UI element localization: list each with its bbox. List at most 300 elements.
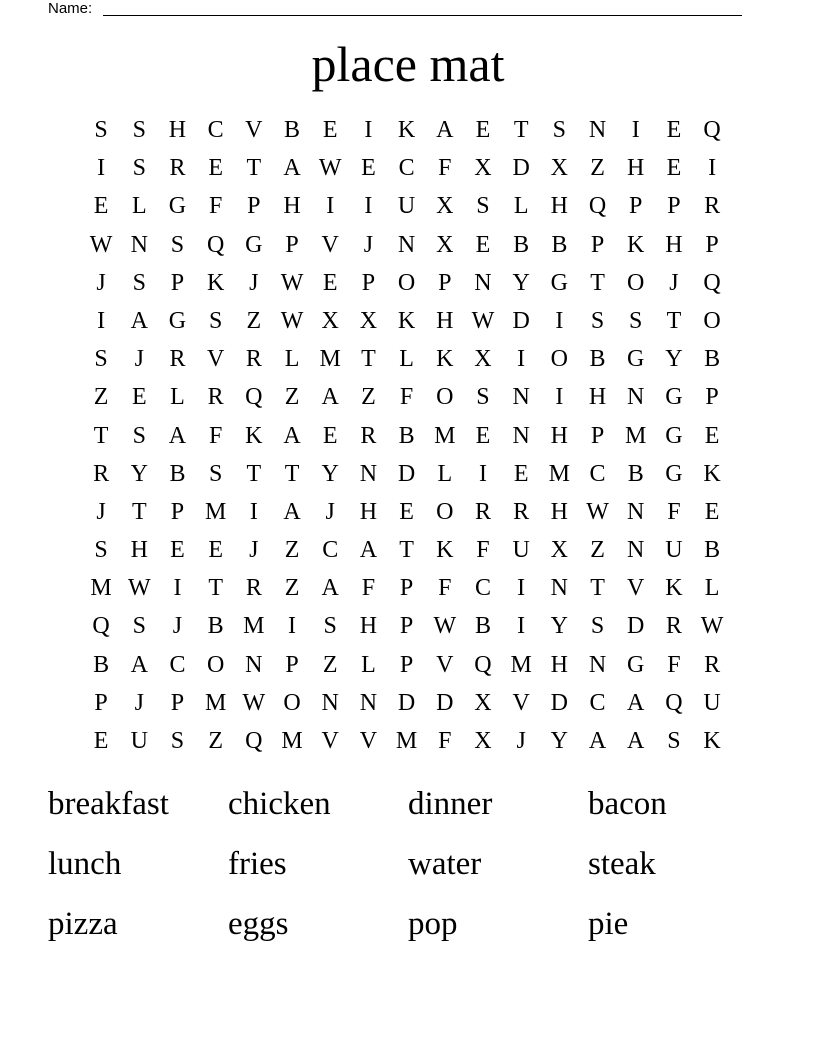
word-item: breakfast — [48, 786, 169, 822]
grid-letter: Q — [703, 269, 721, 296]
grid-letter: O — [436, 498, 454, 525]
grid-letter: E — [208, 155, 223, 182]
grid-letter: B — [704, 346, 721, 373]
grid-letter: I — [517, 575, 526, 602]
grid-letter: E — [322, 422, 338, 449]
word-item: fries — [228, 846, 287, 882]
grid-letter: I — [517, 613, 526, 640]
grid-letter: A — [168, 422, 187, 449]
grid-letter: B — [169, 460, 186, 487]
grid-letter: Z — [590, 537, 605, 564]
grid-letter: M — [204, 689, 227, 716]
grid-letter: I — [249, 498, 258, 525]
grid-letter: K — [397, 117, 416, 143]
grid-row — [82, 684, 731, 722]
grid-letter: E — [208, 537, 223, 564]
grid-letter: D — [397, 460, 416, 487]
grid-letter: R — [245, 575, 262, 602]
grid-letter: J — [669, 269, 679, 296]
grid-letter: O — [550, 346, 569, 373]
grid-letter: D — [436, 689, 454, 716]
grid-letter: H — [550, 422, 569, 449]
grid-letter: S — [132, 117, 146, 143]
word-item: lunch — [48, 846, 122, 882]
grid-letter: N — [359, 460, 378, 487]
grid-letter: I — [288, 613, 297, 640]
grid-letter: P — [94, 689, 108, 716]
grid-letter: W — [433, 613, 457, 640]
word-item: dinner — [408, 786, 493, 822]
grid-letter: C — [207, 117, 224, 143]
grid-letter: S — [476, 384, 490, 411]
word-item: bacon — [588, 786, 667, 822]
grid-row — [82, 455, 731, 493]
grid-letter: B — [704, 537, 721, 564]
grid-letter: H — [627, 155, 645, 182]
grid-row — [82, 531, 731, 569]
grid-letter: P — [667, 193, 681, 220]
grid-letter: M — [434, 422, 456, 449]
grid-letter: X — [474, 728, 492, 754]
grid-letter: S — [629, 307, 643, 334]
grid-letter: Q — [245, 384, 263, 411]
grid-letter: O — [703, 307, 721, 334]
grid-letter: L — [437, 460, 453, 487]
grid-letter: B — [474, 613, 491, 640]
grid-letter: H — [359, 613, 378, 640]
grid-letter: N — [359, 689, 378, 716]
grid-letter: E — [322, 117, 338, 143]
grid-letter: L — [704, 575, 720, 602]
word-list-row — [48, 900, 768, 960]
grid-letter: B — [513, 231, 530, 258]
grid-letter: D — [512, 155, 530, 182]
grid-letter: V — [436, 651, 454, 678]
grid-letter: L — [361, 651, 376, 678]
grid-letter: C — [322, 537, 339, 564]
grid-row — [82, 417, 731, 455]
grid-letter: R — [704, 651, 721, 678]
grid-letter: S — [94, 117, 108, 143]
grid-letter: K — [436, 346, 454, 373]
grid-row — [82, 302, 731, 340]
grid-letter: M — [90, 575, 112, 602]
grid-letter: F — [667, 498, 681, 525]
grid-letter: U — [397, 193, 416, 220]
grid-letter: L — [399, 346, 414, 373]
grid-letter: X — [550, 155, 569, 182]
grid-letter: O — [283, 689, 301, 716]
grid-letter: R — [169, 346, 186, 373]
grid-letter: V — [245, 117, 263, 143]
grid-letter: E — [322, 269, 338, 296]
grid-letter: Z — [246, 307, 262, 334]
grid-letter: Q — [474, 651, 492, 678]
grid-letter: J — [134, 689, 144, 716]
grid-letter: I — [708, 155, 717, 182]
grid-letter: S — [667, 728, 681, 754]
name-underline — [103, 15, 742, 16]
grid-letter: N — [130, 231, 148, 258]
grid-letter: E — [361, 155, 376, 182]
grid-letter: V — [359, 728, 378, 754]
grid-letter: B — [551, 231, 568, 258]
grid-letter: F — [438, 728, 452, 754]
grid-letter: T — [590, 269, 605, 296]
grid-letter: A — [588, 728, 607, 754]
grid-letter: N — [321, 689, 339, 716]
grid-letter: P — [285, 651, 299, 678]
grid-letter: E — [475, 231, 491, 258]
grid-letter: Y — [512, 269, 530, 296]
word-item: steak — [588, 846, 656, 882]
grid-letter: E — [131, 384, 147, 411]
grid-letter: M — [319, 346, 341, 373]
grid-letter: S — [94, 346, 108, 373]
grid-letter: E — [704, 498, 720, 525]
grid-letter: J — [96, 269, 106, 296]
grid-letter: I — [326, 193, 335, 220]
grid-row — [82, 569, 731, 607]
grid-letter: F — [208, 422, 223, 449]
grid-letter: A — [627, 728, 645, 754]
grid-letter: F — [438, 155, 452, 182]
grid-letter: J — [249, 537, 259, 564]
grid-letter: B — [627, 460, 644, 487]
grid-letter: G — [627, 651, 645, 678]
grid-row — [82, 187, 731, 225]
grid-letter: P — [399, 575, 414, 602]
grid-letter: R — [207, 384, 224, 411]
grid-letter: G — [665, 422, 683, 449]
grid-letter: K — [665, 575, 683, 602]
grid-letter: D — [627, 613, 645, 640]
grid-letter: K — [397, 307, 416, 334]
grid-letter: W — [586, 498, 609, 525]
grid-letter: P — [170, 269, 185, 296]
grid-letter: E — [93, 728, 109, 754]
word-list — [48, 780, 768, 960]
grid-letter: M — [281, 728, 303, 754]
grid-letter: J — [96, 498, 106, 525]
grid-letter: W — [318, 155, 342, 182]
grid-letter: Q — [588, 193, 607, 220]
grid-letter: J — [325, 498, 335, 525]
grid-letter: P — [399, 651, 414, 678]
grid-letter: N — [627, 498, 645, 525]
grid-letter: Q — [703, 117, 721, 143]
grid-letter: X — [436, 193, 454, 220]
grid-letter: P — [361, 269, 376, 296]
grid-letter: N — [397, 231, 416, 258]
grid-row — [82, 493, 731, 531]
grid-letter: I — [517, 346, 526, 373]
grid-letter: Z — [284, 537, 300, 564]
grid-letter: U — [512, 537, 530, 564]
letter-grid — [82, 111, 731, 760]
grid-letter: J — [516, 728, 526, 754]
grid-letter: C — [474, 575, 491, 602]
grid-letter: Z — [284, 384, 300, 411]
grid-letter: A — [627, 689, 645, 716]
grid-letter: I — [97, 155, 106, 182]
grid-letter: P — [438, 269, 452, 296]
grid-letter: G — [168, 193, 187, 220]
grid-letter: H — [359, 498, 378, 525]
word-item: eggs — [228, 906, 289, 942]
grid-letter: N — [512, 384, 530, 411]
grid-letter: G — [627, 346, 645, 373]
grid-letter: E — [513, 460, 529, 487]
grid-letter: S — [208, 460, 223, 487]
grid-letter: X — [321, 307, 339, 334]
grid-letter: A — [321, 384, 339, 411]
grid-letter: C — [398, 155, 415, 182]
grid-letter: J — [172, 613, 183, 640]
grid-letter: S — [170, 231, 185, 258]
grid-letter: P — [590, 422, 605, 449]
grid-letter: T — [284, 460, 300, 487]
grid-letter: S — [208, 307, 223, 334]
grid-letter: S — [323, 613, 337, 640]
grid-letter: N — [627, 384, 645, 411]
grid-letter: I — [364, 117, 373, 143]
grid-letter: S — [552, 117, 567, 143]
grid-letter: K — [703, 728, 721, 754]
grid-letter: T — [513, 117, 529, 143]
grid-letter: H — [550, 193, 569, 220]
grid-letter: L — [284, 346, 300, 373]
grid-letter: C — [589, 689, 606, 716]
grid-letter: G — [665, 384, 683, 411]
name-field — [48, 0, 742, 18]
grid-letter: W — [280, 269, 304, 296]
grid-letter: F — [361, 575, 376, 602]
word-item: chicken — [228, 786, 331, 822]
grid-letter: H — [665, 231, 683, 258]
grid-letter: K — [627, 231, 645, 258]
grid-letter: P — [705, 231, 719, 258]
grid-letter: E — [93, 193, 109, 220]
grid-letter: T — [666, 307, 682, 334]
word-list-row — [48, 780, 768, 840]
grid-letter: E — [475, 117, 491, 143]
grid-letter: G — [550, 269, 569, 296]
grid-letter: H — [550, 498, 569, 525]
grid-letter: I — [555, 307, 564, 334]
grid-letter: O — [436, 384, 454, 411]
grid-row — [82, 264, 731, 302]
grid-letter: C — [169, 651, 186, 678]
word-item: pie — [588, 906, 629, 942]
grid-letter: N — [588, 117, 607, 143]
grid-letter: N — [474, 269, 492, 296]
grid-letter: H — [283, 193, 301, 220]
grid-letter: O — [627, 269, 645, 296]
grid-letter: N — [627, 537, 645, 564]
grid-letter: D — [512, 307, 530, 334]
grid-letter: S — [476, 193, 490, 220]
grid-letter: X — [474, 689, 492, 716]
grid-letter: E — [666, 117, 682, 143]
grid-letter: P — [170, 498, 185, 525]
grid-letter: L — [131, 193, 147, 220]
grid-letter: N — [550, 575, 569, 602]
grid-letter: P — [705, 384, 719, 411]
grid-letter: A — [130, 307, 148, 334]
grid-letter: Z — [208, 728, 223, 754]
grid-letter: F — [399, 384, 414, 411]
grid-letter: E — [666, 155, 682, 182]
grid-letter: A — [283, 498, 301, 525]
grid-letter: F — [476, 537, 490, 564]
grid-letter: I — [97, 307, 106, 334]
grid-letter: E — [399, 498, 414, 525]
grid-letter: B — [207, 613, 224, 640]
grid-letter: I — [555, 384, 564, 411]
grid-letter: R — [360, 422, 377, 449]
grid-letter: T — [590, 575, 605, 602]
grid-letter: O — [206, 651, 225, 678]
grid-letter: P — [399, 613, 414, 640]
grid-letter: F — [667, 651, 681, 678]
grid-letter: S — [590, 613, 605, 640]
grid-letter: M — [625, 422, 647, 449]
grid-letter: T — [399, 537, 414, 564]
grid-letter: Y — [130, 460, 148, 487]
grid-letter: W — [127, 575, 151, 602]
grid-letter: U — [703, 689, 721, 716]
grid-letter: S — [132, 269, 146, 296]
grid-letter: V — [627, 575, 645, 602]
grid-letter: J — [363, 231, 374, 258]
grid-row — [82, 111, 731, 149]
grid-letter: I — [631, 117, 640, 143]
grid-letter: E — [170, 537, 185, 564]
grid-letter: W — [242, 689, 266, 716]
grid-letter: R — [474, 498, 491, 525]
grid-letter: S — [132, 155, 146, 182]
grid-letter: Y — [321, 460, 339, 487]
grid-letter: Q — [245, 728, 263, 754]
grid-letter: Z — [93, 384, 109, 411]
grid-letter: B — [284, 117, 301, 143]
grid-letter: H — [168, 117, 187, 143]
grid-letter: F — [208, 193, 223, 220]
name-label: Name: — [48, 0, 93, 17]
grid-letter: B — [589, 346, 606, 373]
grid-letter: B — [398, 422, 415, 449]
grid-letter: T — [131, 498, 147, 525]
grid-letter: G — [168, 307, 187, 334]
grid-letter: S — [94, 537, 108, 564]
grid-letter: N — [245, 651, 263, 678]
grid-letter: T — [361, 346, 376, 373]
grid-letter: Q — [92, 613, 110, 640]
grid-letter: L — [513, 193, 529, 220]
grid-letter: B — [93, 651, 110, 678]
grid-letter: N — [512, 422, 530, 449]
grid-letter: X — [359, 307, 378, 334]
grid-letter: E — [475, 422, 491, 449]
grid-letter: P — [247, 193, 261, 220]
grid-letter: S — [132, 613, 146, 640]
grid-letter: M — [548, 460, 571, 487]
grid-letter: E — [704, 422, 720, 449]
grid-letter: X — [474, 155, 492, 182]
grid-letter: M — [395, 728, 418, 754]
grid-letter: Z — [322, 651, 338, 678]
grid-letter: T — [208, 575, 223, 602]
grid-row — [82, 607, 731, 645]
grid-letter: T — [246, 155, 262, 182]
grid-letter: A — [321, 575, 339, 602]
grid-letter: I — [173, 575, 182, 602]
grid-letter: X — [550, 537, 569, 564]
grid-letter: A — [436, 117, 454, 143]
grid-letter: U — [130, 728, 148, 754]
grid-letter: N — [588, 651, 607, 678]
grid-letter: P — [590, 231, 605, 258]
grid-letter: Z — [590, 155, 605, 182]
grid-letter: Z — [361, 384, 376, 411]
grid-letter: I — [364, 193, 373, 220]
grid-row — [82, 149, 731, 187]
grid-letter: Y — [550, 613, 569, 640]
grid-letter: R — [665, 613, 682, 640]
grid-letter: W — [89, 231, 113, 258]
grid-letter: S — [132, 422, 146, 449]
grid-row — [82, 646, 731, 684]
grid-letter: W — [280, 307, 304, 334]
grid-letter: Y — [665, 346, 683, 373]
grid-letter: V — [512, 689, 530, 716]
grid-letter: M — [243, 613, 265, 640]
grid-letter: C — [589, 460, 606, 487]
grid-letter: H — [550, 651, 569, 678]
grid-letter: O — [397, 269, 416, 296]
grid-letter: R — [245, 346, 262, 373]
grid-letter: J — [249, 269, 259, 296]
grid-letter: K — [436, 537, 454, 564]
word-list-row — [48, 840, 768, 900]
grid-letter: K — [245, 422, 263, 449]
page-title: place mat — [311, 36, 505, 92]
grid-letter: X — [436, 231, 454, 258]
grid-letter: S — [590, 307, 605, 334]
grid-letter: P — [629, 193, 643, 220]
grid-letter: P — [170, 689, 185, 716]
grid-row — [82, 226, 731, 264]
grid-letter: K — [206, 269, 225, 296]
grid-letter: Q — [206, 231, 225, 258]
grid-letter: F — [438, 575, 452, 602]
grid-letter: K — [703, 460, 721, 487]
grid-letter: H — [130, 537, 148, 564]
grid-letter: M — [204, 498, 227, 525]
grid-letter: V — [321, 728, 339, 754]
grid-letter: R — [704, 193, 721, 220]
word-item: pizza — [48, 906, 118, 942]
grid-letter: P — [285, 231, 299, 258]
grid-letter: S — [170, 728, 185, 754]
word-item: pop — [408, 906, 458, 942]
grid-letter: W — [700, 613, 724, 640]
grid-letter: R — [513, 498, 530, 525]
grid-row — [82, 378, 731, 416]
word-item: water — [408, 846, 482, 882]
grid-row — [82, 340, 731, 378]
